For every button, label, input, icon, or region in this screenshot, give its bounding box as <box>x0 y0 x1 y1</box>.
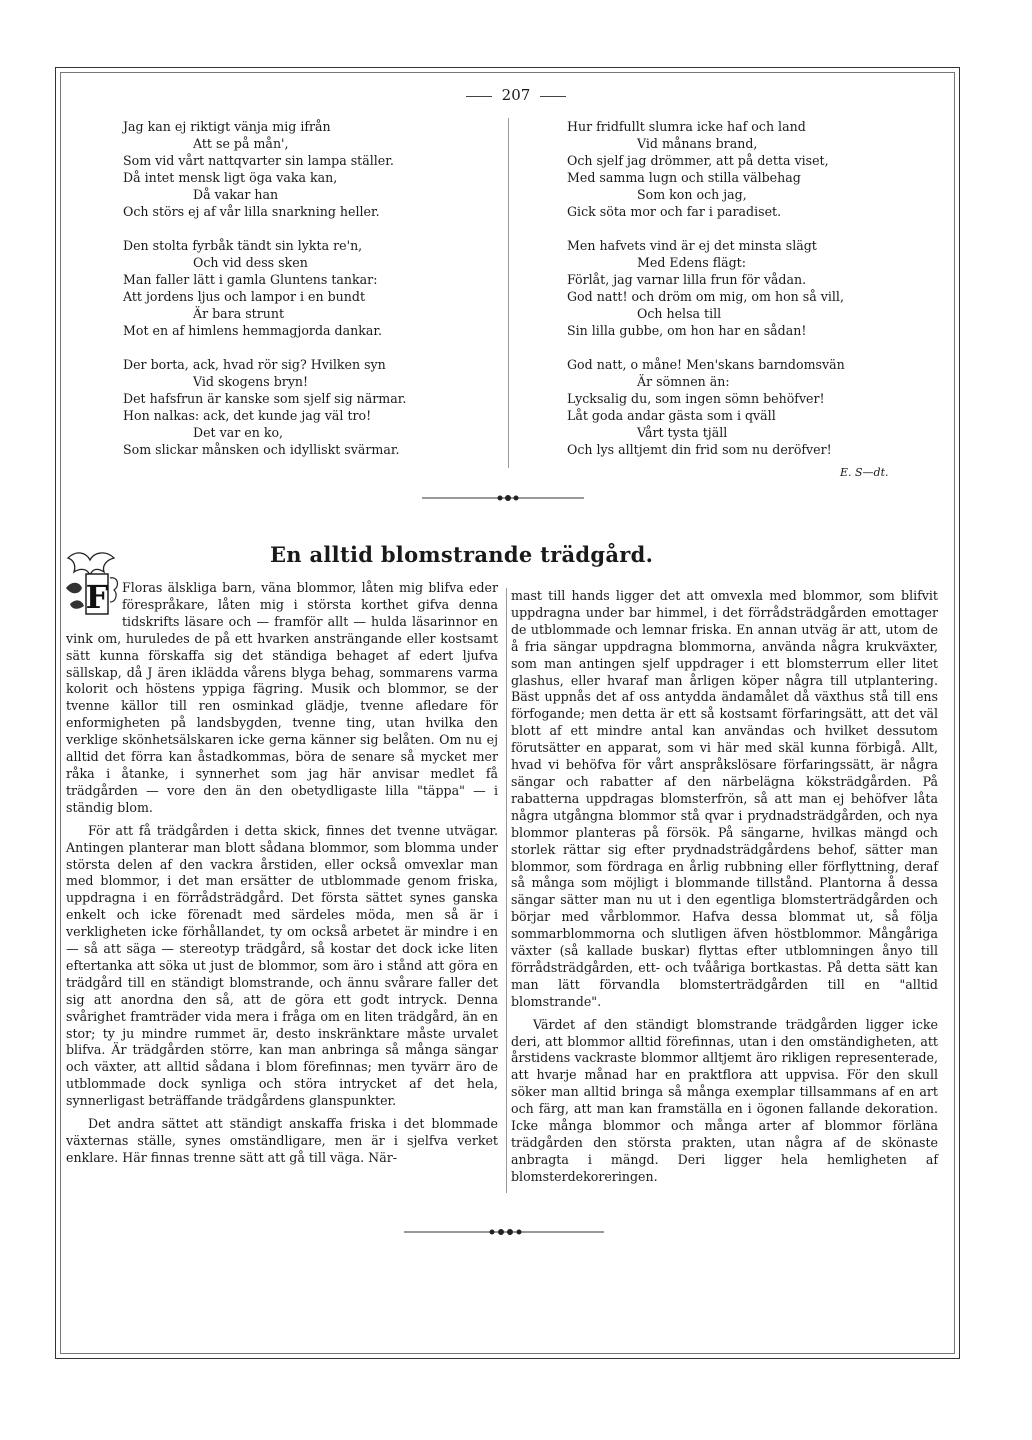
poem-line: Är bara strunt <box>193 306 285 321</box>
poem-line: Som slickar månsken och idylliskt svärmar. <box>123 442 400 457</box>
poem-stanza <box>567 118 927 220</box>
poem-line: God natt! och dröm om mig, om hon så vill, <box>567 289 844 304</box>
poem-line: Det var en ko, <box>193 425 284 440</box>
poem-line: Hon nalkas: ack, det kunde jag väl tro! <box>123 408 372 423</box>
poem-stanza <box>123 356 493 458</box>
poem-line: Vid månans brand, <box>637 136 758 151</box>
poem-line: Och lys alltjemt din frid som nu deröfver! <box>567 442 832 457</box>
poem-line: Och helsa till <box>637 306 722 321</box>
poem-line: Att jordens ljus och lampor i en bundt <box>123 289 366 304</box>
poem-stanza <box>123 237 493 339</box>
poem-line: Med Edens flägt: <box>637 255 746 270</box>
article-paragraph: mast till hands ligger det att omvexla med blommor, som blifvit uppdragna under bar himmel, i det förrådsträdgården emottager de utblommade och lemnar friska. En annan utväg är att, utom de å fria sängar uppdragna blommorna, använda några krukväxter, som man antingen sjelf uppdrager i ett blomsterrum eller litet glashus, eller hvaraf man årligen köper några till utplantering. Bäst uppnås det af oss antydda ändamålet då växthus stå till ens förfogande; men detta är ett så kostsamt förfaringsätt, att det väl blott af ett mindre antal kan användas och hvilket dessutom förutsätter en apparat, som vi här med skäl kunna förbigå. Allt, hvad vi behöfva för vårt anspråkslösare förfaringssätt, är några sängar och rabatter af den närbelägna köksträdgården. På rabatterna uppdragas blomsterfrön, så att man ej behöfver låta några utgångna blommor stå qvar i prydnadsträdgården, och nya blommor planteras på försök. På sängarne, hvilkas mängd och storlek rättar sig efter prydnadsträdgårdens behof, sätter man blommor, som fördraga en årlig rubbning eller förflyttning, deraf så många som möjligt i blommande tillstånd. Plantorna å dessa sängar sätter man nu ut i den egentliga blomsterträdgården och börjar med vårblommor. Hafva dessa blommat ut, så följa sommarblommorna och slutligen äfven höstblommor. Mångåriga växter (så kallade buskar) flyttas efter utblomningen ånyo till förrådsträdgården, ett- och tvååriga bortkastas. På detta sätt kan man lätt förvandla blomsterträdgården till en "alltid blomstrande". <box>511 588 938 1009</box>
poem-line: Der borta, ack, hvad rör sig? Hvilken syn <box>123 357 386 372</box>
poem-line: Vid skogens bryn! <box>193 374 309 389</box>
poem-line: Det hafsfrun är kanske som sjelf sig närmar. <box>123 391 407 406</box>
poem-line: Sin lilla gubbe, om hon har en sådan! <box>567 323 807 338</box>
poem-line: Lycksalig du, som ingen sömn behöfver! <box>567 391 825 406</box>
article-paragraph: Värdet af den ständigt blomstrande trädgården ligger icke deri, att blommor alltid förefinnas, utan i den omständigheten, att årstidens vackraste blommor alltjemt äro rikligen representerade, att hvarje månad har en praktflora att uppvisa. För den skull söker man alltid bringa så många exemplar tillsammans af en art och färg, att man kan framställa en i ögonen fallande dekoration. Icke många blommor och många arter af blommor förläna trädgården den största prakten, utan några af de skönaste anbragta i mängd. Deri ligger hela hemligheten af blomsterdekoreringen. <box>511 1016 938 1184</box>
poem-line: Är sömnen än: <box>637 374 730 389</box>
poem-stanza <box>567 356 927 458</box>
poem-line: God natt, o måne! Men'skans barndomsvän <box>567 357 845 372</box>
divider-ornament-icon <box>422 492 584 504</box>
poem-line: Som vid vårt nattqvarter sin lampa ställer. <box>123 153 394 168</box>
page-number: 207 <box>0 86 1032 104</box>
article-paragraph: För att få trädgården i detta skick, finnes det tvenne utvägar. Antingen planterar man blott sådana blommor, som blomma under största delen af den vackra årstiden, eller också omvexlar man med blommor, i det man ersätter de utblommade genom friska, uppdragna i en förrådsträdgård. Det första sättet synes ganska enkelt och icke förenadt med särdeles möda, men så är i verkligheten icke förhållandet, ty om också arbetet är mindre i en — så att säga — stereotyp trädgård, så kostar det dock icke liten eftertanka att söka ut just de blommor, som äro i stånd att göra en trädgård till en ständigt blomstrande, och ännu svårare faller det sig att anordna den så, att de göra ett godt intryck. Denna svårighet framträder vida mera i fråga om en liten trädgård, än en stor; ty ju mindre rummet är, desto inskränktare måste urvalet blifva. Är trädgården större, kan man anbringa så många sängar och växter, att alltid sådana i blom förefinnas; men tyvärr äro de utblommade dock synliga och störa intrycket af det hela, synnerligast beträffande trädgårdens glanspunkter. <box>66 822 498 1109</box>
poem-line: Då vakar han <box>193 187 279 202</box>
poem-line: Med samma lugn och stilla välbehag <box>567 170 801 185</box>
article-title: En alltid blomstrande trädgård. <box>270 542 654 567</box>
poem-line: Och sjelf jag drömmer, att på detta viset, <box>567 153 829 168</box>
poem-line: Den stolta fyrbåk tändt sin lykta re'n, <box>123 238 363 253</box>
article-column-rule <box>506 588 507 1193</box>
poem-line: Då intet mensk ligt öga vaka kan, <box>123 170 338 185</box>
svg-text:F: F <box>85 578 109 616</box>
poem-line: Men hafvets vind är ej det minsta slägt <box>567 238 817 253</box>
poem-signature: E. S—dt. <box>840 466 889 479</box>
poem-line: Förlåt, jag varnar lilla frun för vådan. <box>567 272 807 287</box>
article-right-column <box>511 588 938 1192</box>
end-ornament-icon <box>404 1226 604 1238</box>
article-left-column <box>66 580 498 1173</box>
poem-line: Mot en af himlens hemmagjorda dankar. <box>123 323 382 338</box>
poem-left-column <box>123 118 493 475</box>
poem-line: Gick söta mor och far i paradiset. <box>567 204 782 219</box>
poem-line: Och vid dess sken <box>193 255 308 270</box>
poem-line: Hur fridfullt slumra icke haf och land <box>567 119 806 134</box>
poem-right-column <box>567 118 927 475</box>
article-paragraph: Det andra sättet att ständigt anskaffa friska i det blommade växternas ställe, synes omständligare, men är i sjelfva verket enklare. Här finnas trenne sätt att gå till väga. När- <box>66 1116 498 1165</box>
article-paragraph: Floras älskliga barn, väna blommor, låten mig blifva eder förespråkare, låten mig i största korthet gifva denna tidskrifts läsare och — framför allt — hulda läsarinnor en vink om, huruledes de på ett hvarken ansträngande eller kostsamt sätt kunna förskaffa sig det ständiga behaget af edert ljufva sällskap, då J ären iklädda vårens blyga behag, sommarens varma kolorit och höstens yppiga fägring. Musik och blommor, se der tvenne källor till ren osminkad glädje, tvenne afledare för enformigheten på landsbygden, tvenne ting, utan hvilka den verklige skönhetsälskaren icke gerna känner sig belåten. Om nu ej alltid det förra kan åstadkommas, böra de senare så mycket mer råka i åtanke, i synnerhet som jag här anvisar medlet få trädgården — vore den än den obetydligaste lilla "täppa" — i ständig blom. <box>66 580 498 815</box>
poem-line: Vårt tysta tjäll <box>637 425 728 440</box>
poem-line: Som kon och jag, <box>637 187 747 202</box>
poem-line: Jag kan ej riktigt vänja mig ifrån <box>123 119 331 134</box>
poem-line: Att se på mån', <box>193 136 289 151</box>
poem-stanza <box>123 118 493 220</box>
poem-line: Låt goda andar gästa som i qväll <box>567 408 776 423</box>
poem-line: Man faller lätt i gamla Gluntens tankar: <box>123 272 378 287</box>
poem-column-rule <box>508 118 509 468</box>
poem-line: Och störs ej af vår lilla snarkning heller. <box>123 204 380 219</box>
poem-stanza <box>567 237 927 339</box>
